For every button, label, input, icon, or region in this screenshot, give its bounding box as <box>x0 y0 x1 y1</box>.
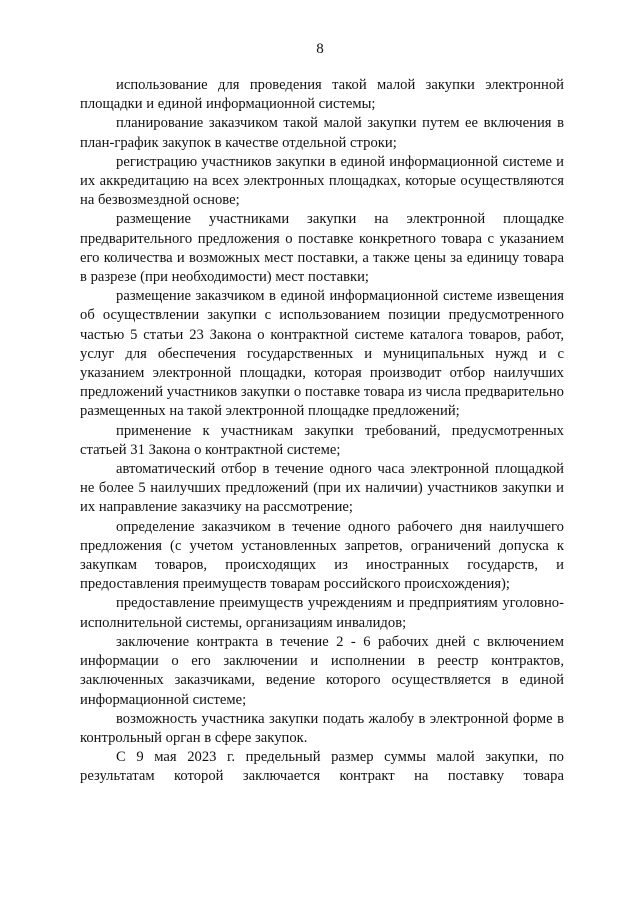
paragraph-procurement-notice: размещение заказчиком в единой информационной системе извещения об осуществлении закупки с использованием позиции предусмотренного частью 5 статьи 23 Закона о контрактной системе каталога товаров, работ, услуг для обеспечения государственных и муниципальных нужд и с указанием электронной площадки, которая производит отбор наилучших предложений участников закупки о поставке товара из числа предварительно размещенных на такой электронной площадке предложений; <box>80 288 564 420</box>
paragraph-preliminary-offers: размещение участниками закупки на электронной площадке предварительного предложения о поставке конкретного товара с указанием его количества и возможных мест поставки, а также цены за единицу товара в разрезе (при необходимости) мест поставки; <box>80 211 564 286</box>
document-body <box>80 76 564 787</box>
paragraph-electronic-complaint: возможность участника закупки подать жалобу в электронной форме в контрольный орган в сфере закупок. <box>80 710 564 746</box>
paragraph-participant-registration: регистрацию участников закупки в единой информационной системе и их аккредитацию на всех электронных площадках, которые осуществляются на безвозмездной основе; <box>80 153 564 209</box>
paragraph-institution-advantages: предоставление преимуществ учреждениям и предприятиям уголовно-исполнительной системы, организациям инвалидов; <box>80 595 564 631</box>
paragraph-automatic-selection: автоматический отбор в течение одного часа электронной площадкой не более 5 наилучших предложений (при их наличии) участников закупки и их направление заказчику на рассмотрение; <box>80 461 564 516</box>
paragraph-contract-conclusion: заключение контракта в течение 2 - 6 рабочих дней с включением информации о его заключении и исполнении в реестр контрактов, заключенных заказчиками, ведение которого осуществляется в единой информационной системе; <box>80 633 564 708</box>
paragraph-participant-requirements: применение к участникам закупки требований, предусмотренных статьей 31 Закона о контрактной системе; <box>80 422 564 458</box>
paragraph-electronic-platform-use: использование для проведения такой малой закупки электронной площадки и единой информационной системы; <box>80 77 564 113</box>
paragraph-procurement-planning: планирование заказчиком такой малой закупки путем ее включения в план-график закупок в качестве отдельной строки; <box>80 115 564 151</box>
paragraph-max-small-purchase: С 9 мая 2023 г. предельный размер суммы малой закупки, по результатам которой заключается контракт на поставку товара <box>80 749 564 785</box>
paragraph-best-offer-determination: определение заказчиком в течение одного рабочего дня наилучшего предложения (с учетом установленных запретов, ограничений допуска к закупкам товаров, происходящих из иностранных государств, и предоставления преимуществ товарам российского происхождения); <box>80 518 564 593</box>
page-number: 8 <box>316 41 324 57</box>
